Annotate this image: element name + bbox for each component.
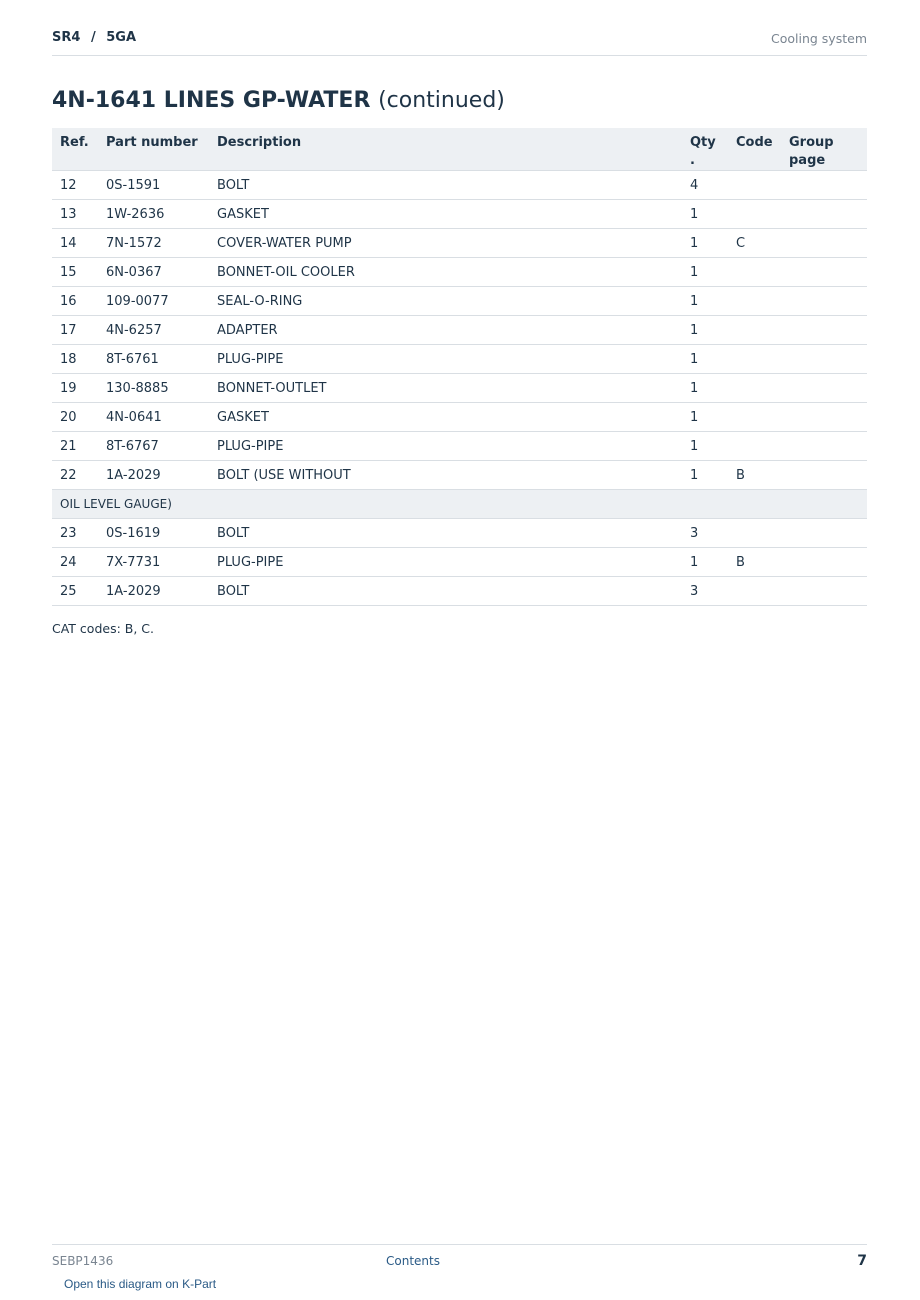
code-cell bbox=[728, 316, 781, 345]
part-number-cell: 8T-6761 bbox=[98, 345, 209, 374]
description-cell: COVER-WATER PUMP bbox=[209, 229, 682, 258]
section-title: Cooling system bbox=[771, 31, 867, 46]
prefix-label: 5GA bbox=[106, 30, 137, 45]
qty-cell: 3 bbox=[682, 577, 728, 606]
page-number: 7 bbox=[857, 1253, 867, 1269]
part-number-cell: 0S-1619 bbox=[98, 519, 209, 548]
ref-cell: 22 bbox=[52, 461, 98, 490]
page-title bbox=[52, 88, 505, 113]
col-header-ref: Ref. bbox=[52, 128, 98, 171]
table-row bbox=[52, 287, 867, 316]
col-header-code: Code bbox=[728, 128, 781, 171]
group-page-cell bbox=[781, 548, 867, 577]
code-cell bbox=[728, 577, 781, 606]
group-page-cell bbox=[781, 403, 867, 432]
qty-cell: 1 bbox=[682, 461, 728, 490]
group-page-cell bbox=[781, 461, 867, 490]
ref-cell: 18 bbox=[52, 345, 98, 374]
description-cell: BOLT bbox=[209, 577, 682, 606]
page-footer bbox=[52, 1244, 867, 1275]
table-row bbox=[52, 229, 867, 258]
code-cell bbox=[728, 374, 781, 403]
description-cell: BOLT (USE WITHOUT bbox=[209, 461, 682, 490]
kpart-link[interactable]: Open this diagram on K-Part bbox=[64, 1277, 217, 1291]
qty-cell: 1 bbox=[682, 548, 728, 577]
table-row bbox=[52, 374, 867, 403]
part-number-cell: 1A-2029 bbox=[98, 577, 209, 606]
part-number-cell: 4N-6257 bbox=[98, 316, 209, 345]
col-header-qty-line2: . bbox=[690, 153, 695, 168]
description-cell: ADAPTER bbox=[209, 316, 682, 345]
qty-cell: 1 bbox=[682, 316, 728, 345]
description-cell: BONNET-OUTLET bbox=[209, 374, 682, 403]
group-page-cell bbox=[781, 519, 867, 548]
description-cell: BOLT bbox=[209, 519, 682, 548]
code-cell bbox=[728, 200, 781, 229]
col-header-qty-line1: Qty bbox=[690, 135, 716, 150]
qty-cell: 1 bbox=[682, 374, 728, 403]
qty-cell: 1 bbox=[682, 287, 728, 316]
code-cell bbox=[728, 287, 781, 316]
table-row bbox=[52, 519, 867, 548]
breadcrumb-separator: / bbox=[90, 30, 96, 45]
col-header-group-page bbox=[781, 128, 867, 171]
ref-cell: 14 bbox=[52, 229, 98, 258]
col-header-description: Description bbox=[209, 128, 682, 171]
table-row bbox=[52, 461, 867, 490]
code-cell bbox=[728, 403, 781, 432]
code-cell bbox=[728, 258, 781, 287]
col-header-part-number: Part number bbox=[98, 128, 209, 171]
code-cell: C bbox=[728, 229, 781, 258]
group-page-cell bbox=[781, 345, 867, 374]
group-page-cell bbox=[781, 577, 867, 606]
table-row bbox=[52, 432, 867, 461]
ref-cell: 12 bbox=[52, 171, 98, 200]
table-row bbox=[52, 548, 867, 577]
group-page-cell bbox=[781, 171, 867, 200]
table-row bbox=[52, 403, 867, 432]
ref-cell: 20 bbox=[52, 403, 98, 432]
parts-table bbox=[52, 128, 867, 606]
qty-cell: 1 bbox=[682, 229, 728, 258]
part-number-cell: 109-0077 bbox=[98, 287, 209, 316]
part-number-cell: 1W-2636 bbox=[98, 200, 209, 229]
qty-cell: 1 bbox=[682, 403, 728, 432]
model-label: SR4 bbox=[52, 30, 81, 45]
title-suffix: (continued) bbox=[378, 88, 505, 113]
col-header-group-line1: Group bbox=[789, 135, 834, 150]
table-row bbox=[52, 258, 867, 287]
description-cell: BONNET-OIL COOLER bbox=[209, 258, 682, 287]
code-cell bbox=[728, 171, 781, 200]
table-note-row bbox=[52, 490, 867, 519]
group-page-cell bbox=[781, 200, 867, 229]
part-number-cell: 0S-1591 bbox=[98, 171, 209, 200]
page-header bbox=[52, 28, 867, 56]
ref-cell: 19 bbox=[52, 374, 98, 403]
qty-cell: 1 bbox=[682, 432, 728, 461]
description-cell: PLUG-PIPE bbox=[209, 345, 682, 374]
title-main: 4N-1641 LINES GP-WATER bbox=[52, 88, 371, 113]
qty-cell: 1 bbox=[682, 345, 728, 374]
part-number-cell: 130-8885 bbox=[98, 374, 209, 403]
group-page-cell bbox=[781, 287, 867, 316]
description-cell: PLUG-PIPE bbox=[209, 548, 682, 577]
note-cell: OIL LEVEL GAUGE) bbox=[52, 490, 867, 519]
table-row bbox=[52, 345, 867, 374]
table-header-row bbox=[52, 128, 867, 171]
ref-cell: 16 bbox=[52, 287, 98, 316]
description-cell: PLUG-PIPE bbox=[209, 432, 682, 461]
col-header-group-line2: page bbox=[789, 153, 826, 168]
ref-cell: 24 bbox=[52, 548, 98, 577]
table-row bbox=[52, 171, 867, 200]
ref-cell: 17 bbox=[52, 316, 98, 345]
group-page-cell bbox=[781, 316, 867, 345]
code-cell: B bbox=[728, 461, 781, 490]
description-cell: BOLT bbox=[209, 171, 682, 200]
group-page-cell bbox=[781, 374, 867, 403]
ref-cell: 21 bbox=[52, 432, 98, 461]
ref-cell: 25 bbox=[52, 577, 98, 606]
description-cell: GASKET bbox=[209, 200, 682, 229]
part-number-cell: 7X-7731 bbox=[98, 548, 209, 577]
ref-cell: 15 bbox=[52, 258, 98, 287]
group-page-cell bbox=[781, 432, 867, 461]
qty-cell: 1 bbox=[682, 258, 728, 287]
code-cell bbox=[728, 345, 781, 374]
description-cell: SEAL-O-RING bbox=[209, 287, 682, 316]
table-row bbox=[52, 200, 867, 229]
code-cell bbox=[728, 519, 781, 548]
description-cell: GASKET bbox=[209, 403, 682, 432]
part-number-cell: 6N-0367 bbox=[98, 258, 209, 287]
part-number-cell: 8T-6767 bbox=[98, 432, 209, 461]
cat-codes-note: CAT codes: B, C. bbox=[52, 621, 154, 636]
table-row bbox=[52, 316, 867, 345]
code-cell bbox=[728, 432, 781, 461]
breadcrumb bbox=[52, 30, 136, 45]
table-row bbox=[52, 577, 867, 606]
part-number-cell: 4N-0641 bbox=[98, 403, 209, 432]
col-header-qty bbox=[682, 128, 728, 171]
ref-cell: 23 bbox=[52, 519, 98, 548]
qty-cell: 4 bbox=[682, 171, 728, 200]
part-number-cell: 1A-2029 bbox=[98, 461, 209, 490]
group-page-cell bbox=[781, 229, 867, 258]
ref-cell: 13 bbox=[52, 200, 98, 229]
code-cell: B bbox=[728, 548, 781, 577]
group-page-cell bbox=[781, 258, 867, 287]
qty-cell: 1 bbox=[682, 200, 728, 229]
part-number-cell: 7N-1572 bbox=[98, 229, 209, 258]
contents-link[interactable]: Contents bbox=[386, 1254, 440, 1268]
document-id: SEBP1436 bbox=[52, 1254, 114, 1268]
qty-cell: 3 bbox=[682, 519, 728, 548]
